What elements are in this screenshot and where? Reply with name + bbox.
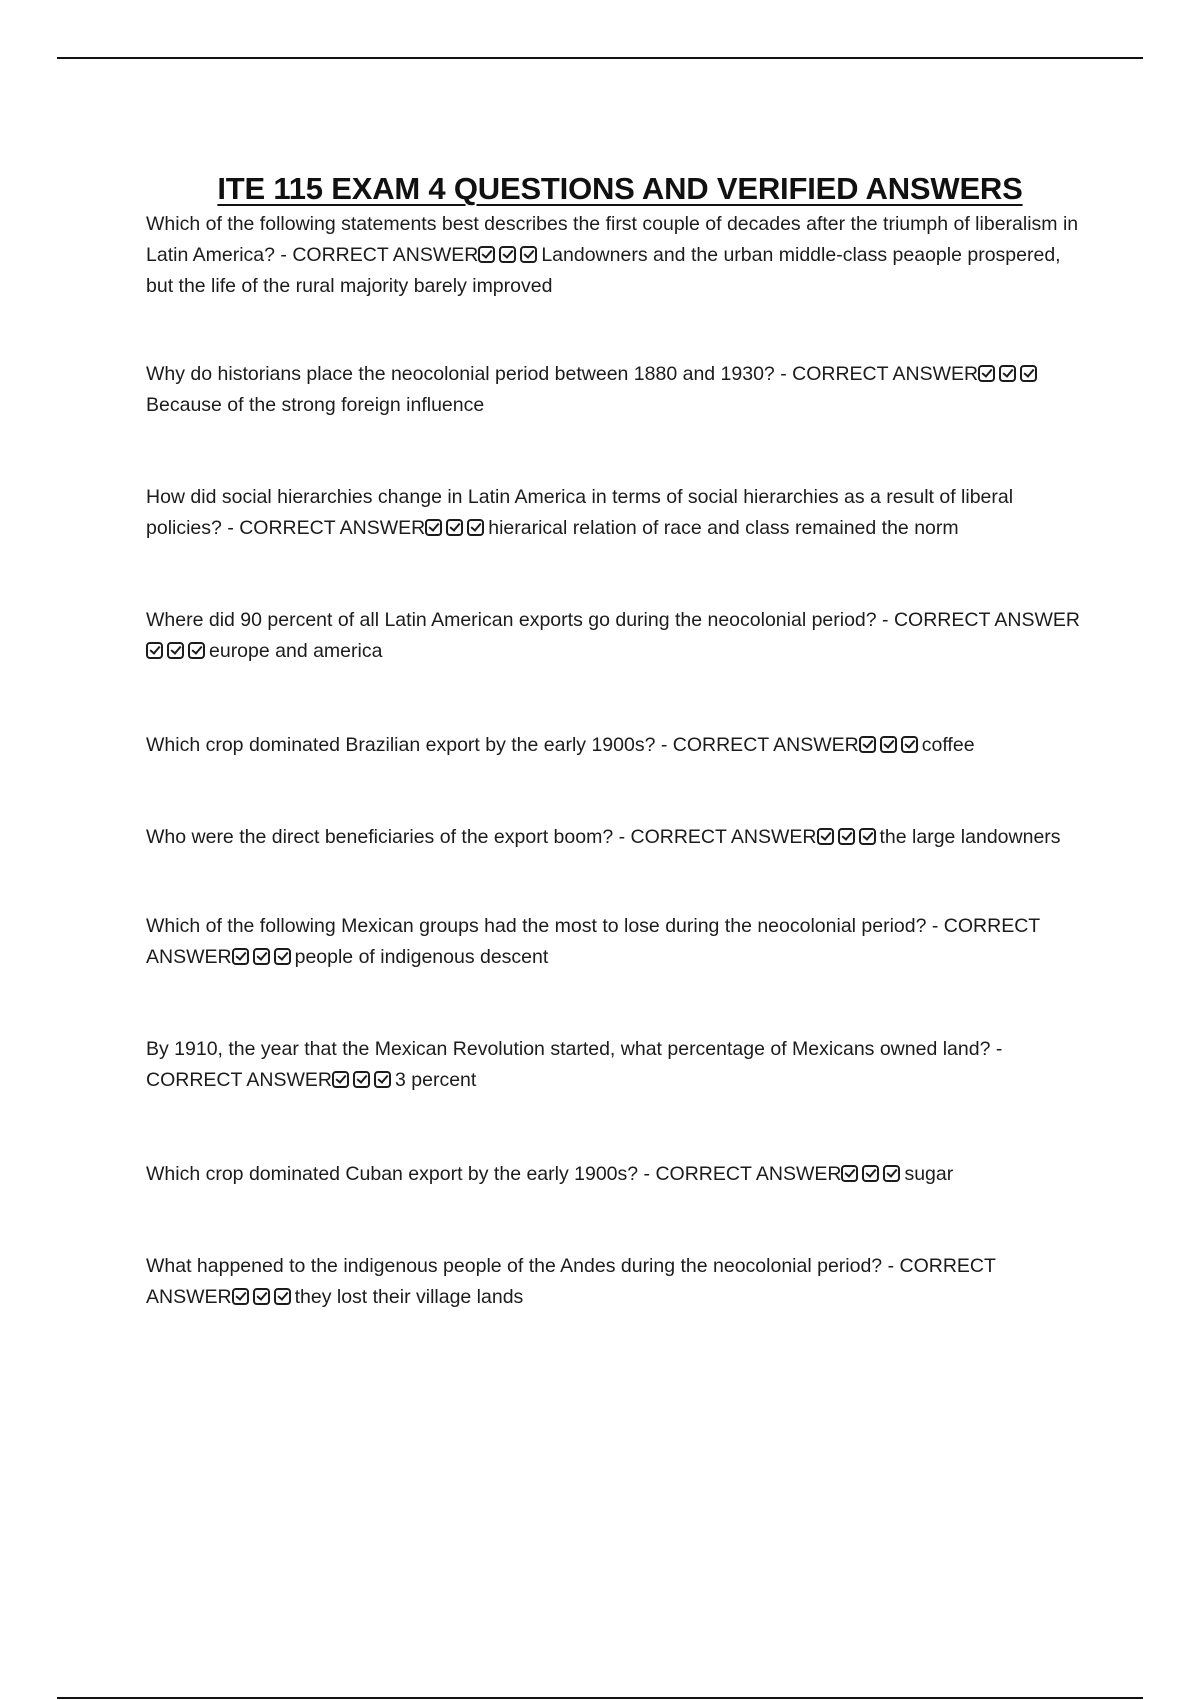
- checkbox-checked-icon: [232, 948, 249, 965]
- answer-text: Because of the strong foreign influence: [146, 394, 485, 416]
- checkbox-checked-icon: [467, 519, 484, 536]
- checkbox-checked-icon: [862, 1165, 879, 1182]
- checkbox-checked-icon: [859, 736, 876, 753]
- qa-item: [146, 822, 1081, 853]
- answer-marker: - CORRECT ANSWER: [780, 363, 979, 385]
- checkbox-checked-icon: [880, 736, 897, 753]
- checkbox-checked-icon: [353, 1071, 370, 1088]
- answer-marker: - CORRECT ANSWER: [146, 915, 1040, 968]
- answer-text: europe and america: [209, 640, 383, 662]
- qa-item: [146, 605, 1081, 667]
- page-title: ITE 115 EXAM 4 QUESTIONS AND VERIFIED ANSWERS: [217, 170, 1023, 206]
- checkbox-checked-icon: [446, 519, 463, 536]
- checkbox-checked-icon: [232, 1288, 249, 1305]
- checkbox-checked-icon: [188, 642, 205, 659]
- qa-item: [146, 1251, 1081, 1313]
- answer-marker: - CORRECT ANSWER: [227, 517, 426, 539]
- qa-item: [146, 911, 1081, 973]
- checkbox-checked-icon: [978, 365, 995, 382]
- answer-text: the large landowners: [879, 826, 1061, 848]
- qa-item: [146, 209, 1081, 302]
- answer-text: they lost their village lands: [294, 1286, 524, 1308]
- checkbox-checked-icon: [274, 1288, 291, 1305]
- question-text: Where did 90 percent of all Latin American exports go during the neocolonial period?: [146, 609, 877, 631]
- checkbox-checked-icon: [901, 736, 918, 753]
- qa-item: [146, 1159, 1081, 1190]
- answer-text: sugar: [904, 1163, 954, 1185]
- qa-item: [146, 359, 1081, 421]
- answer-marker: - CORRECT ANSWER: [618, 826, 817, 848]
- qa-item: [146, 1034, 1081, 1096]
- checkbox-checked-icon: [999, 365, 1016, 382]
- checkbox-checked-icon: [167, 642, 184, 659]
- checkbox-checked-icon: [859, 828, 876, 845]
- question-text: Which of the following Mexican groups had the most to lose during the neocolonial period?: [146, 915, 927, 937]
- footer-rule: [57, 1697, 1143, 1699]
- answer-marker: - CORRECT ANSWER: [146, 1038, 1003, 1091]
- checkbox-checked-icon: [838, 828, 855, 845]
- checkbox-checked-icon: [478, 246, 495, 263]
- checkbox-checked-icon: [374, 1071, 391, 1088]
- checkbox-checked-icon: [883, 1165, 900, 1182]
- question-text: Which of the following statements best describes the first couple of decades after the triumph of liberalism in Latin America?: [146, 213, 1079, 266]
- answer-text: coffee: [921, 734, 975, 756]
- question-text: By 1910, the year that the Mexican Revolution started, what percentage of Mexicans owned land?: [146, 1038, 991, 1060]
- qa-item: [146, 482, 1081, 544]
- answer-marker: - CORRECT ANSWER: [660, 734, 859, 756]
- checkbox-checked-icon: [1020, 365, 1037, 382]
- checkbox-checked-icon: [253, 1288, 270, 1305]
- checkbox-checked-icon: [425, 519, 442, 536]
- question-text: How did social hierarchies change in Latin America in terms of social hierarchies as a result of liberal policies?: [146, 486, 1014, 539]
- answer-marker: - CORRECT ANSWER: [643, 1163, 842, 1185]
- checkbox-checked-icon: [332, 1071, 349, 1088]
- answer-marker: - CORRECT ANSWER: [882, 609, 1080, 631]
- answer-marker: - CORRECT ANSWER: [146, 1255, 996, 1308]
- checkbox-checked-icon: [253, 948, 270, 965]
- answer-marker: - CORRECT ANSWER: [280, 244, 479, 266]
- checkbox-checked-icon: [146, 642, 163, 659]
- answer-text: hierarical relation of race and class remained the norm: [488, 517, 959, 539]
- qa-item: [146, 730, 1081, 761]
- question-text: Who were the direct beneficiaries of the export boom?: [146, 826, 614, 848]
- answer-text: 3 percent: [395, 1069, 477, 1091]
- checkbox-checked-icon: [841, 1165, 858, 1182]
- checkbox-checked-icon: [499, 246, 516, 263]
- checkbox-checked-icon: [520, 246, 537, 263]
- checkbox-checked-icon: [274, 948, 291, 965]
- question-text: Why do historians place the neocolonial period between 1880 and 1930?: [146, 363, 775, 385]
- checkbox-checked-icon: [817, 828, 834, 845]
- answer-text: Landowners and the urban middle-class peaople prospered, but the life of the rural majority barely improved: [146, 244, 1061, 297]
- question-text: Which crop dominated Brazilian export by the early 1900s?: [146, 734, 656, 756]
- answer-text: people of indigenous descent: [294, 946, 549, 968]
- qa-list: [146, 209, 1081, 1313]
- question-text: Which crop dominated Cuban export by the early 1900s?: [146, 1163, 639, 1185]
- header-rule: [57, 57, 1143, 59]
- question-text: What happened to the indigenous people of the Andes during the neocolonial period?: [146, 1255, 883, 1277]
